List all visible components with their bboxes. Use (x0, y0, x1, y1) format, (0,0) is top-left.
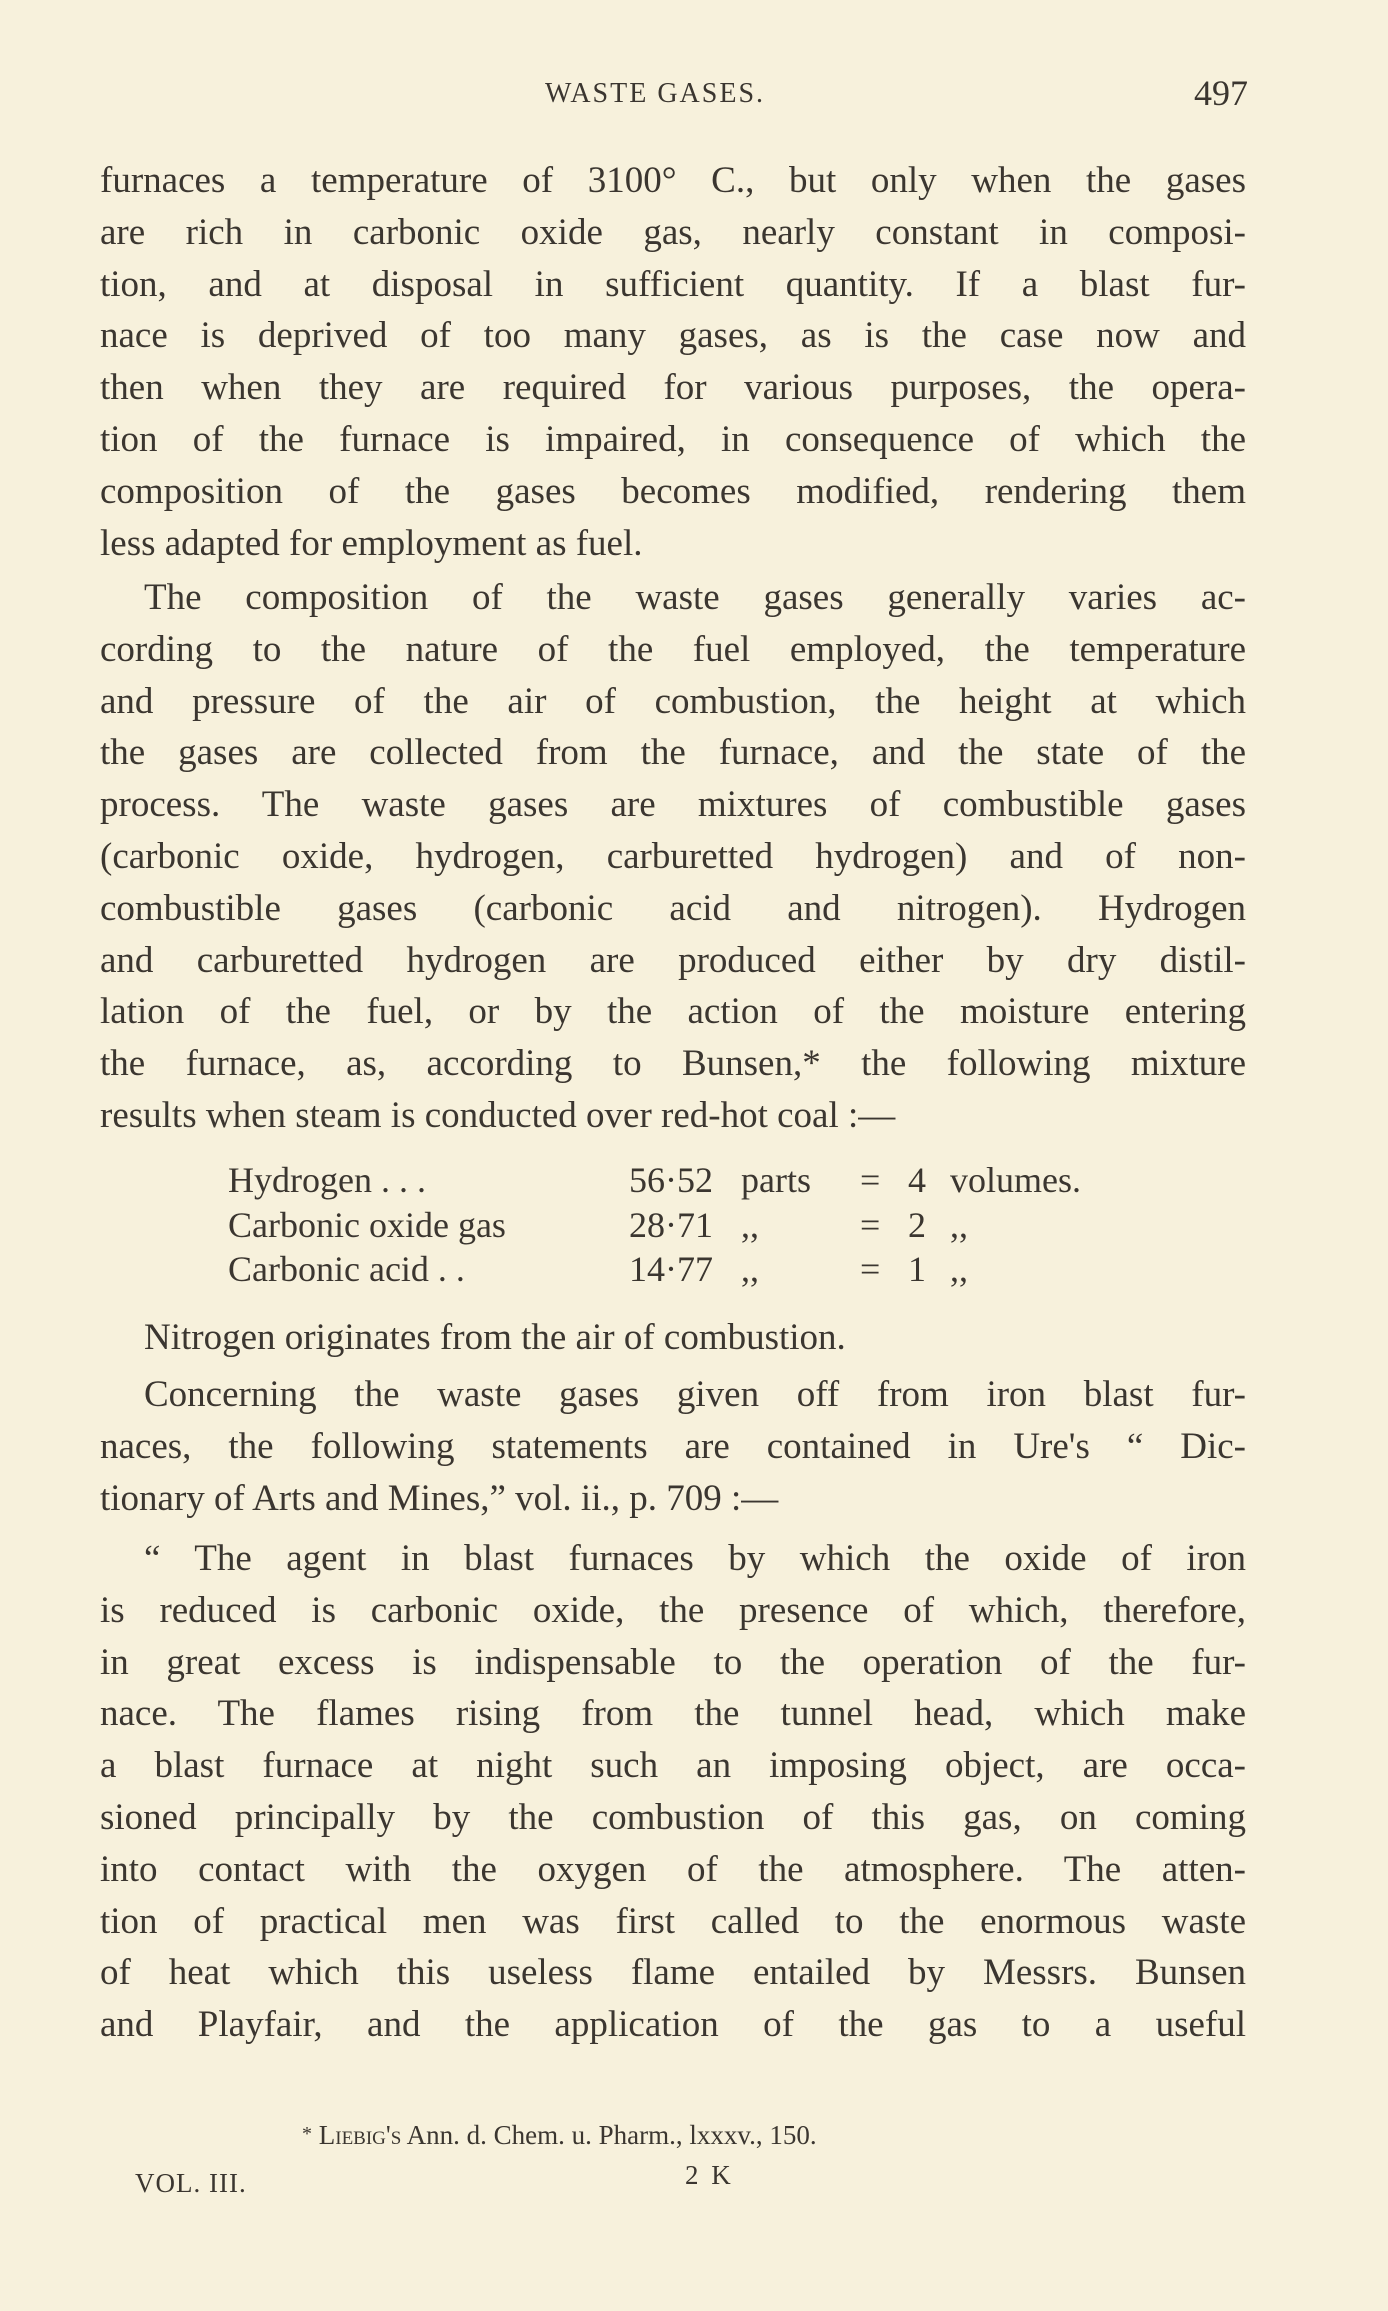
text-line: tion, and at disposal in sufficient quantity. If a blast fur- (100, 263, 1246, 305)
table-cell: = (860, 1204, 881, 1245)
text-line: nace. The flames rising from the tunnel head, which make (100, 1693, 1246, 1735)
table-cell: = (860, 1160, 881, 1200)
paragraph (100, 1533, 1246, 2051)
text-line: and Playfair, and the application of the gas to a useful (100, 2004, 1246, 2046)
running-title: WASTE GASES. (545, 78, 766, 109)
text-line: the furnace, as, according to Bunsen,* the following mixture (100, 1043, 1246, 1085)
text-line: “ The agent in blast furnaces by which the oxide of iron (144, 1538, 1246, 1579)
text-line: then when they are required for various purposes, the opera- (100, 367, 1246, 409)
paragraph (100, 1369, 1246, 1524)
table-cell: 4 (908, 1160, 926, 1200)
table-cell: ,, (741, 1249, 759, 1289)
paragraph (100, 572, 1246, 1142)
text-line: of heat which this useless flame entailed by Messrs. Bunsen (100, 1952, 1246, 1994)
signature-mark: 2 K (685, 2160, 734, 2190)
text-line: combustible gases (carbonic acid and nitrogen). Hydrogen (100, 887, 1246, 929)
gas-composition-table (228, 1158, 1128, 1292)
text-line: tionary of Arts and Mines,” vol. ii., p. 709 :— (100, 1477, 779, 1519)
text-line: into contact with the oxygen of the atmosphere. The atten- (100, 1848, 1246, 1890)
volume-label: VOL. III. (135, 2168, 247, 2198)
text-line: and pressure of the air of combustion, the height at which (100, 680, 1246, 722)
text-line: tion of practical men was first called to the enormous waste (100, 1900, 1246, 1942)
paragraph (100, 155, 1246, 569)
table-row (228, 1203, 1128, 1248)
text-line: The composition of the waste gases generally varies ac- (144, 577, 1246, 618)
paragraph (100, 1312, 1246, 1364)
text-line: naces, the following statements are contained in Ure's “ Dic- (100, 1425, 1246, 1467)
text-line: the gases are collected from the furnace, and the state of the (100, 732, 1246, 774)
text-line: Nitrogen originates from the air of combustion. (144, 1317, 846, 1358)
table-cell: 28·71 (629, 1204, 713, 1245)
text-line: nace is deprived of too many gases, as is the case now and (100, 315, 1246, 357)
table-cell: 2 (908, 1204, 926, 1245)
table-row (228, 1158, 1128, 1203)
text-line: in great excess is indispensable to the operation of the fur- (100, 1641, 1246, 1683)
text-line: results when steam is conducted over red-hot coal :— (100, 1094, 896, 1136)
text-line: Concerning the waste gases given off from iron blast fur- (144, 1374, 1246, 1415)
table-cell: 1 (908, 1249, 926, 1289)
text-line: and carburetted hydrogen are produced either by dry distil- (100, 939, 1246, 981)
text-line: tion of the furnace is impaired, in consequence of which the (100, 418, 1246, 460)
table-cell: ,, (950, 1204, 968, 1245)
table-cell: 56·52 (629, 1160, 713, 1200)
footnote (302, 2120, 817, 2151)
text-line: furnaces a temperature of 3100° C., but only when the gases (100, 160, 1246, 201)
text-line: process. The waste gases are mixtures of combustible gases (100, 784, 1246, 826)
text-line: is reduced is carbonic oxide, the presence of which, therefore, (100, 1589, 1246, 1631)
table-cell: = (860, 1249, 881, 1289)
footnote-text: Ann. d. Chem. u. Pharm., lxxxv., 150. (406, 2120, 817, 2150)
footnote-marker: * (302, 2123, 312, 2145)
table-cell: Carbonic acid . . (228, 1249, 465, 1289)
text-line: sioned principally by the combustion of this gas, on coming (100, 1796, 1246, 1838)
text-line: a blast furnace at night such an imposing object, are occa- (100, 1745, 1246, 1787)
page-number: 497 (1194, 73, 1248, 113)
text-line: less adapted for employment as fuel. (100, 522, 643, 564)
table-cell: parts (741, 1160, 811, 1200)
table-cell: volumes. (950, 1160, 1081, 1200)
table-cell: Hydrogen . . . (228, 1160, 426, 1200)
table-cell: ,, (741, 1204, 759, 1245)
table-cell: 14·77 (629, 1249, 713, 1289)
table-row (228, 1247, 1128, 1292)
text-line: lation of the fuel, or by the action of the moisture entering (100, 991, 1246, 1033)
footnote-author: Liebig's (318, 2120, 402, 2150)
text-line: (carbonic oxide, hydrogen, carburetted hydrogen) and of non- (100, 835, 1246, 877)
text-line: are rich in carbonic oxide gas, nearly constant in composi- (100, 211, 1246, 253)
table-cell: Carbonic oxide gas (228, 1204, 506, 1245)
table-cell: ,, (950, 1249, 968, 1289)
text-line: composition of the gases becomes modified, rendering them (100, 470, 1246, 512)
text-line: cording to the nature of the fuel employed, the temperature (100, 628, 1246, 670)
